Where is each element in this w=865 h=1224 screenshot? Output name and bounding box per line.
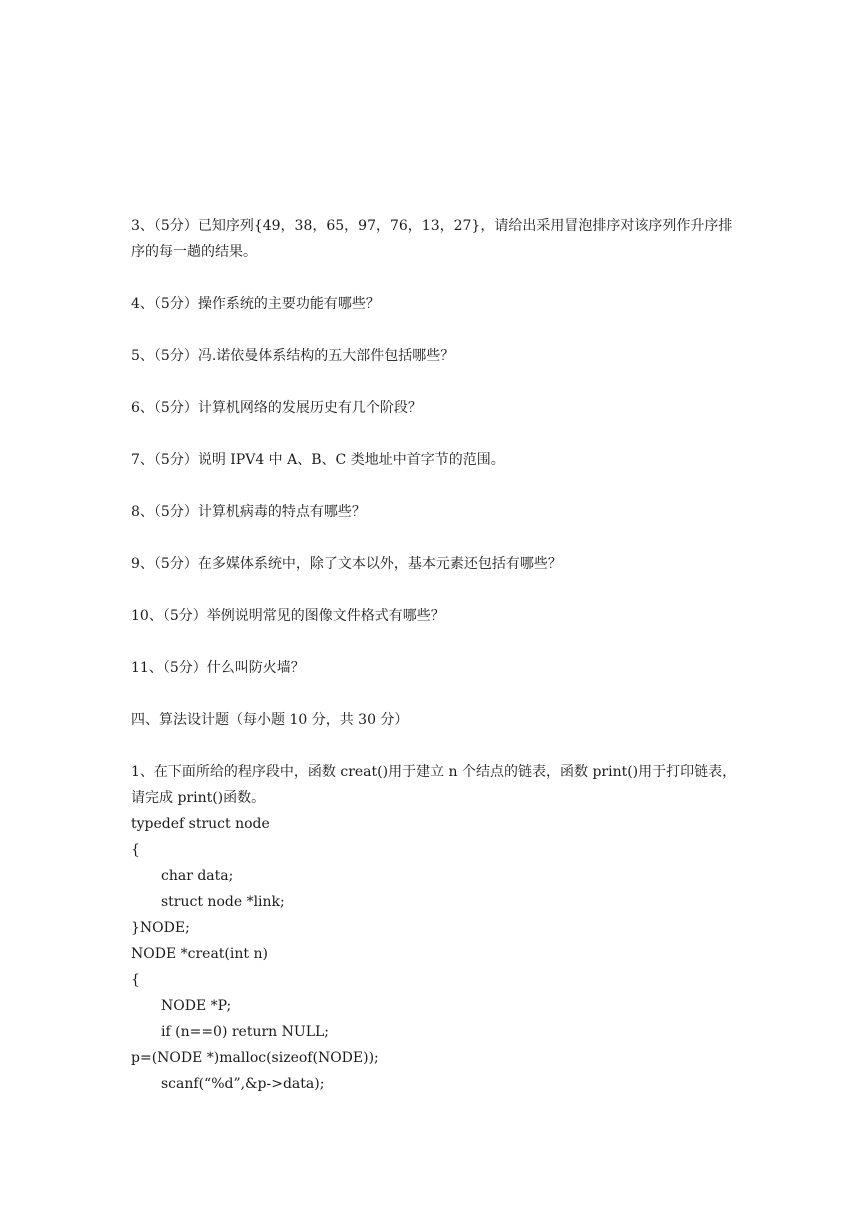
document-content xyxy=(131,213,741,1097)
code-line: { xyxy=(131,842,140,858)
code-line: typedef struct node xyxy=(131,816,270,832)
code-line: }NODE; xyxy=(131,920,190,936)
question-8: 8、（5分）计算机病毒的特点有哪些？ xyxy=(131,504,366,520)
question-3: 3、（5分）已知序列{49，38，65，97，76，13，27}，请给出采用冒泡排序对该序列作升序排序的每一趟的结果。 xyxy=(131,218,733,260)
question-10: 10、（5分）举例说明常见的图像文件格式有哪些？ xyxy=(131,608,445,624)
algorithm-question-1: 1、在下面所给的程序段中，函数 creat()用于建立 n 个结点的链表，函数 print()用于打印链表，请完成 print()函数。 xyxy=(131,764,737,806)
question-11: 11、（5分）什么叫防火墙？ xyxy=(131,660,305,676)
question-7: 7、（5分）说明 IPV4 中 A、B、C 类地址中首字节的范围。 xyxy=(131,452,505,468)
section-heading: 四、算法设计题（每小题 10 分，共 30 分） xyxy=(131,712,409,728)
question-6: 6、（5分）计算机网络的发展历史有几个阶段？ xyxy=(131,400,422,416)
code-line: NODE *P; xyxy=(161,998,232,1014)
code-line: scanf(“%d”,&p->data); xyxy=(161,1076,325,1092)
code-line: if (n==0) return NULL; xyxy=(161,1024,330,1040)
question-5: 5、（5分）冯.诺依曼体系结构的五大部件包括哪些？ xyxy=(131,348,455,364)
code-line: { xyxy=(131,972,140,988)
code-block xyxy=(131,811,741,1097)
code-line: char data; xyxy=(161,868,234,884)
code-line: NODE *creat(int n) xyxy=(131,946,268,962)
code-line: p=(NODE *)malloc(sizeof(NODE)); xyxy=(131,1050,379,1066)
question-9: 9、（5分）在多媒体系统中，除了文本以外，基本元素还包括有哪些？ xyxy=(131,556,562,572)
code-line: struct node *link; xyxy=(161,894,285,910)
question-4: 4、（5分）操作系统的主要功能有哪些？ xyxy=(131,296,380,312)
